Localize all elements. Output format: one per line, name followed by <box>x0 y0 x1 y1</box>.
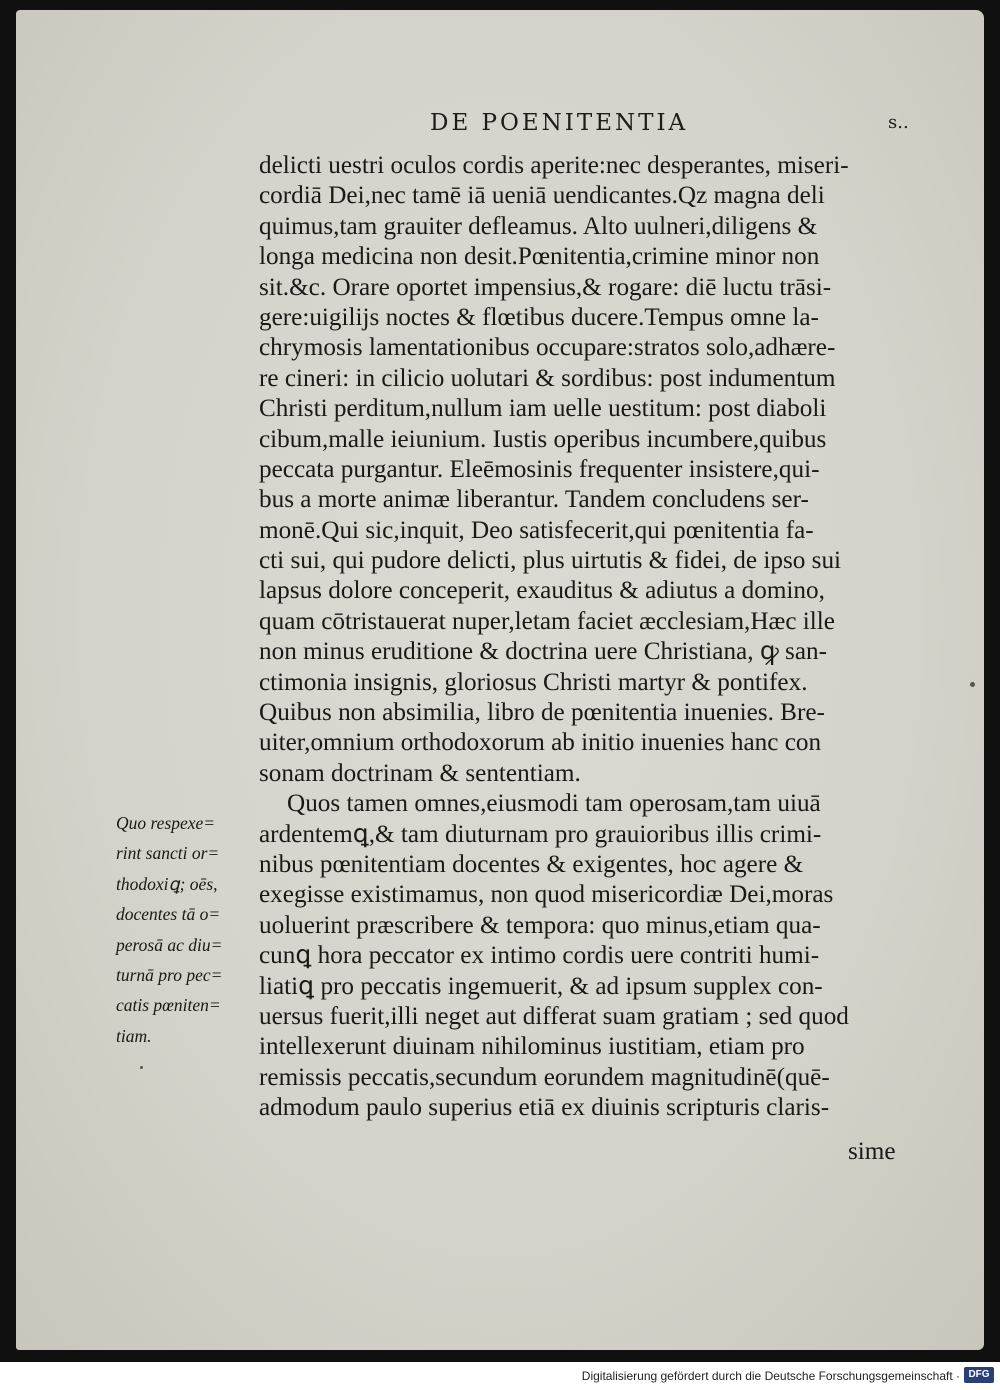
text-line: peccata purgantur. Eleēmosinis frequenter insistere,qui- <box>259 455 820 483</box>
text-line: cibum,malle ieiunium. Iustis operibus incumbere,quibus <box>259 425 827 453</box>
text-line: cunꝗ hora peccator ex intimo cordis uere contriti humi- <box>259 942 820 970</box>
text-line: uiter,omnium orthodoxorum ab initio inuenies hanc con <box>259 729 822 757</box>
marginal-note-line: catis pœniten= <box>116 995 221 1016</box>
dfg-logo: DFG <box>964 1367 994 1383</box>
running-title: DE POENITENTIA <box>430 110 689 136</box>
text-line: Christi perditum,nullum iam uelle uestitum: post diaboli <box>259 395 827 423</box>
text-line: liatiꝗ pro peccatis ingemuerit, & ad ipsum supplex con- <box>259 972 823 1000</box>
marginal-note <box>116 808 256 1051</box>
text-line: ardentemꝗ,& tam diuturnam pro grauioribus illis crimi- <box>259 820 822 848</box>
text-line: intellexerunt diuinam nihilominus iustitiam, etiam pro <box>259 1033 805 1061</box>
text-line: sit.&c. Orare oportet impensius,& rogare: diē luctu trāsi- <box>259 273 832 301</box>
text-line: nibus pœnitentiam docentes & exigentes, hoc agere & <box>259 850 804 878</box>
text-line: uoluerint præscribere & tempora: quo minus,etiam qua- <box>259 911 821 939</box>
text-line: Quibus non absimilia, libro de pœnitentia inuenies. Bre- <box>259 699 825 727</box>
text-line: delicti uestri oculos cordis aperite:nec desperantes, miseri- <box>259 152 849 179</box>
text-line: cordiā Dei,nec tamē iā ueniā uendicantes.Qz magna deli <box>259 182 825 210</box>
marginal-note-line: rint sancti or= <box>116 843 220 864</box>
marginal-note-line: tiam. <box>116 1025 152 1046</box>
main-text-block <box>259 151 909 1124</box>
marginal-note-line: docentes tā o= <box>116 904 221 925</box>
text-line: quimus,tam grauiter defleamus. Alto uulneri,diligens & <box>259 212 818 240</box>
paper-speck <box>140 1066 143 1069</box>
text-line: non minus eruditione & doctrina uere Christiana, ꝙ san- <box>259 638 828 666</box>
text-line: lapsus dolore conceperit, exauditus & adiutus a domino, <box>259 577 825 605</box>
catch-word: sime <box>848 1138 896 1165</box>
footer-bar <box>0 1362 1000 1390</box>
text-line: chrymosis lamentationibus occupare:stratos solo,adhære- <box>259 334 836 362</box>
text-line: exegisse existimamus, non quod misericordiæ Dei,moras <box>259 881 834 909</box>
marginal-note-line: perosā ac diu= <box>116 934 223 955</box>
text-line: uersus fuerit,illi neget aut differat suam gratiam ; sed quod <box>259 1002 849 1030</box>
text-line: bus a morte animæ liberantur. Tandem concludens ser- <box>259 486 809 514</box>
text-line: sonam doctrinam & sententiam. <box>259 759 581 787</box>
marginal-note-line: Quo respexe= <box>116 813 216 833</box>
marginal-note-line: thodoxiꝗ; oēs, <box>116 873 218 894</box>
text-line: monē.Qui sic,inquit, Deo satisfecerit,qui pœnitentia fa- <box>259 516 814 544</box>
funding-credit: Digitalisierung gefördert durch die Deutsche Forschungsgemeinschaft · <box>581 1369 960 1383</box>
paper-speck <box>970 682 975 687</box>
text-line: cti sui, qui pudore delicti, plus uirtutis & fidei, de ipso sui <box>259 547 842 575</box>
text-line: admodum paulo superius etiā ex diuinis scripturis claris- <box>259 1094 830 1122</box>
text-line: ctimonia insignis, gloriosus Christi martyr & pontifex. <box>259 668 808 696</box>
marginal-note-line: turnā pro pec= <box>116 964 223 985</box>
text-line: remissis peccatis,secundum eorundem magnitudinē(quē- <box>259 1063 830 1091</box>
folio-number: s.. <box>888 112 909 133</box>
paragraph-start-line: Quos tamen omnes,eiusmodi tam operosam,tam uiuā <box>287 790 821 818</box>
text-line: gere:uigilijs noctes & flœtibus ducere.Tempus omne la- <box>259 303 819 331</box>
text-line: longa medicina non desit.Pœnitentia,crimine minor non <box>259 243 820 271</box>
text-line: quam cōtristauerat nuper,letam faciet æcclesiam,Hæc ille <box>259 607 835 635</box>
text-line: re cineri: in cilicio uolutari & sordibus: post indumentum <box>259 364 836 392</box>
